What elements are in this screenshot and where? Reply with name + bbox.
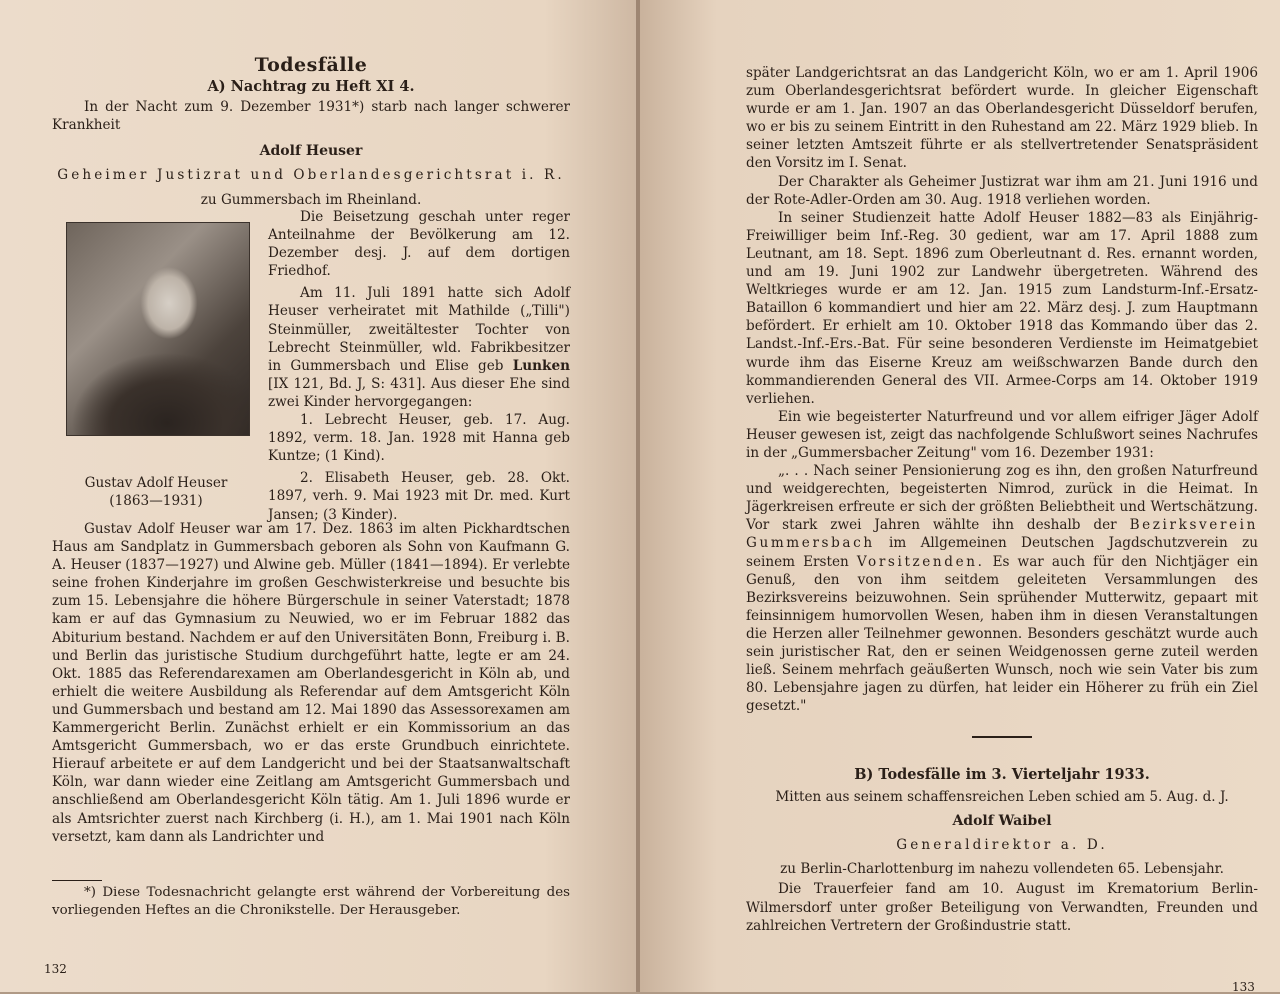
left-body bbox=[52, 520, 570, 846]
page-title: Todesfälle bbox=[254, 54, 368, 76]
caption-name: Gustav Adolf Heuser bbox=[84, 475, 228, 491]
section-b-block bbox=[746, 766, 1258, 935]
beside-photo-text bbox=[268, 208, 570, 524]
footnote-rule bbox=[52, 880, 102, 881]
marriage-bold-name: Lunken bbox=[512, 357, 570, 374]
section-b-name: Adolf Waibel bbox=[952, 813, 1052, 830]
honours-paragraph: Der Charakter als Geheimer Justizrat war ihm am 21. Juni 1916 und der Rote-Adler-Orden am 30. Aug. 1918 verliehen worden. bbox=[746, 173, 1258, 208]
obituary-quote bbox=[746, 462, 1258, 715]
quote-part-a: „. . . Nach seiner Pensionierung zog es ihn, den großen Naturfreund und weidgerechten, begeisterten Nimrod, zurück in die Heimat. In Jägerkreisen erfreute er sich der größten Beliebtheit und Wertschätzung. Vor stark zwei Jahren wählte ihn deshalb der bbox=[746, 463, 1258, 534]
left-page bbox=[0, 0, 640, 992]
caption-years: (1863—1931) bbox=[109, 493, 203, 509]
page-number-left: 132 bbox=[44, 962, 67, 976]
section-b-rank: Generaldirektor a. D. bbox=[896, 837, 1108, 854]
marriage-tail: [IX 121, Bd. J, S: 431]. Aus dieser Ehe sind zwei Kinder hervorgegangen: bbox=[268, 375, 570, 410]
burial-paragraph: Die Beisetzung geschah unter reger Anteilnahme der Bevölkerung am 12. Dezember desj. J. auf dem dortigen Friedhof. bbox=[268, 209, 570, 280]
section-divider bbox=[972, 736, 1032, 738]
quote-part-c: Es war auch für den Nichtjäger ein Genuß, den von ihm seitdem geleiteten Versammlungen des Bezirksvereins beizuwohnen. Sein sprühender Mutterwitz, gepaart mit feinsinnigem humorvollen Wesen, haben ihm in diesen Veranstaltungen die Herzen aller Teilnehmer gewonnen. Besonders geschätzt wurde auch sein juristischer Rat, den er seinen Weidgenossen gerne zuteil werden ließ. Seinem mehrfach geäußerten Wunsch, noch wie sein Vater bis zum 80. Lebensjahre jagen zu dürfen, hat leider ein Höherer zu früh ein Ziel gesetzt." bbox=[746, 553, 1258, 715]
marriage-text: Am 11. Juli 1891 hatte sich Adolf Heuser verheiratet mit Mathilde („Tilli") Steinmüller, zweitältester Tochter von Lebrecht Steinmüller, wld. Fabrikbesitzer in Gummersbach und Elise geb bbox=[268, 285, 570, 374]
portrait-caption bbox=[60, 474, 252, 510]
naturefriend-paragraph: Ein wie begeisterter Naturfreund und vor allem eifriger Jäger Adolf Heuser gewesen ist, zeigt das nachfolgende Schlußwort seines Nachrufes in der „Gummersbacher Zeitung" vom 16. Dezember 1931: bbox=[746, 408, 1258, 461]
section-divider-wrap bbox=[746, 736, 1258, 738]
quote-spaced-2: Vorsitzenden. bbox=[856, 553, 985, 570]
page-number-right: 133 bbox=[1232, 980, 1255, 994]
section-b-heading: B) Todesfälle im 3. Vierteljahr 1933. bbox=[854, 766, 1150, 783]
deceased-name: Adolf Heuser bbox=[259, 143, 363, 160]
quote-spaced-1: Bezirksverein Gummersbach bbox=[746, 517, 1258, 552]
biography-paragraph: Gustav Adolf Heuser war am 17. Dez. 1863 im alten Pickhardtschen Haus am Sandplatz in Gummersbach geboren als Sohn von Kaufmann G. A. Heuser (1837—1927) und Alwine geb. Müller (1841—1894). Er verlebte seine frohen Kinderjahre im großen Geschwisterkreise und besuchte bis zum 15. Lebensjahre die höhere Bürgerschule in seiner Vaterstadt; 1878 kam er auf das Gymnasium zu Neuwied, wo er im Februar 1882 das Abiturium bestand. Nachdem er auf den Universitäten Bonn, Freiburg i. B. und Berlin das juristische Studium durchgeführt hatte, legte er am 24. Okt. 1885 das Referendarexamen am Oberlandesgericht in Köln ab, und erhielt die weitere Ausbildung als Referendar auf dem Amtsgericht Köln und Gummersbach und bestand am 12. Mai 1890 das Assessorexamen am Kammergericht Berlin. Zunächst erhielt er ein Kommissorium an das Amtsgericht Gummersbach, wo er das erste Grundbuch einrichtete. Hierauf arbeitete er auf dem Landgericht und bei der Staatsanwaltschaft Köln, war dann wieder eine Zeitlang am Amtsgericht Gummersbach und anschließend am Oberlandesgericht Köln tätig. Am 1. Juli 1896 wurde er als Amtsrichter zuerst nach Kirchberg (i. H.), am 1. Mai 1901 nach Köln versetzt, kam dann als Landrichter und bbox=[52, 521, 570, 845]
marriage-paragraph bbox=[268, 284, 570, 411]
military-paragraph: In seiner Studienzeit hatte Adolf Heuser 1882—83 als Einjährig-Freiwilliger beim Inf.-Reg. 30 gedient, war am 17. April 1888 zum Leutnant, am 18. Sept. 1896 zum Oberleutnant d. Res. ernannt worden, und am 19. Juni 1902 zur Landwehr übergetreten. Während des Weltkrieges wurde er am 12. Jan. 1915 zum Landsturm-Inf.-Ersatz-Bataillon 6 kommandiert und hier am 22. März desj. J. zum Hauptmann befördert. Er erhielt am 10. Oktober 1918 das Kommando über das 2. Landst.-Inf.-Ers.-Bat. Für seine besonderen Verdienste im Heimatgebiet wurde ihm das Eiserne Kreuz am weißschwarzen Bande durch den kommandierenden General des VII. Armee-Corps am 14. Oktober 1919 verliehen. bbox=[746, 209, 1258, 407]
funeral-paragraph: Die Trauerfeier fand am 10. August im Krematorium Berlin-Wilmersdorf unter großer Beteiligung von Verwandten, Freunden und zahlreichen Vertretern der Großindustrie statt. bbox=[746, 881, 1258, 934]
intro-text: In der Nacht zum 9. Dezember 1931*) starb nach langer schwerer Krankheit bbox=[52, 99, 570, 134]
left-header-block bbox=[52, 56, 570, 209]
section-b-intro: Mitten aus seinem schaffensreichen Leben schied am 5. Aug. d. J. bbox=[775, 789, 1229, 806]
portrait-photo bbox=[66, 222, 250, 436]
section-a-heading: A) Nachtrag zu Heft XI 4. bbox=[207, 78, 415, 96]
section-b-place: zu Berlin-Charlottenburg im nahezu vollendeten 65. Lebensjahr. bbox=[780, 861, 1224, 878]
deceased-place: zu Gummersbach im Rheinland. bbox=[200, 191, 422, 208]
child-2: 2. Elisabeth Heuser, geb. 28. Okt. 1897, verh. 9. Mai 1923 mit Dr. med. Kurt Jansen; (3 Kinder). bbox=[268, 470, 570, 523]
child-1: 1. Lebrecht Heuser, geb. 17. Aug. 1892, verm. 18. Jan. 1928 mit Hanna geb Kuntze; (1 Kind). bbox=[268, 412, 570, 465]
quote-part-b: im Allgemeinen Deutschen Jagdschutzverein zu seinem Ersten bbox=[746, 535, 1258, 570]
career-paragraph: später Landgerichtsrat an das Landgericht Köln, wo er am 1. April 1906 zum Oberlandesgerichtsrat befördert wurde. In gleicher Eigenschaft wurde er am 1. Jan. 1907 an das Oberlandesgericht Düsseldorf berufen, wo er bis zu seinem Eintritt in den Ruhestand am 22. März 1929 blieb. In seiner letzten Amtszeit führte er als stellvertretender Senatspräsident den Vorsitz im I. Senat. bbox=[746, 65, 1258, 172]
portrait-figure bbox=[60, 222, 252, 510]
right-body bbox=[746, 64, 1258, 715]
deceased-rank: Geheimer Justizrat und Oberlandesgerichtsrat i. R. bbox=[57, 167, 565, 184]
footnote: *) Diese Todesnachricht gelangte erst während der Vorbereitung des vorliegenden Heftes an die Chronikstelle. Der Herausgeber. bbox=[52, 885, 570, 918]
